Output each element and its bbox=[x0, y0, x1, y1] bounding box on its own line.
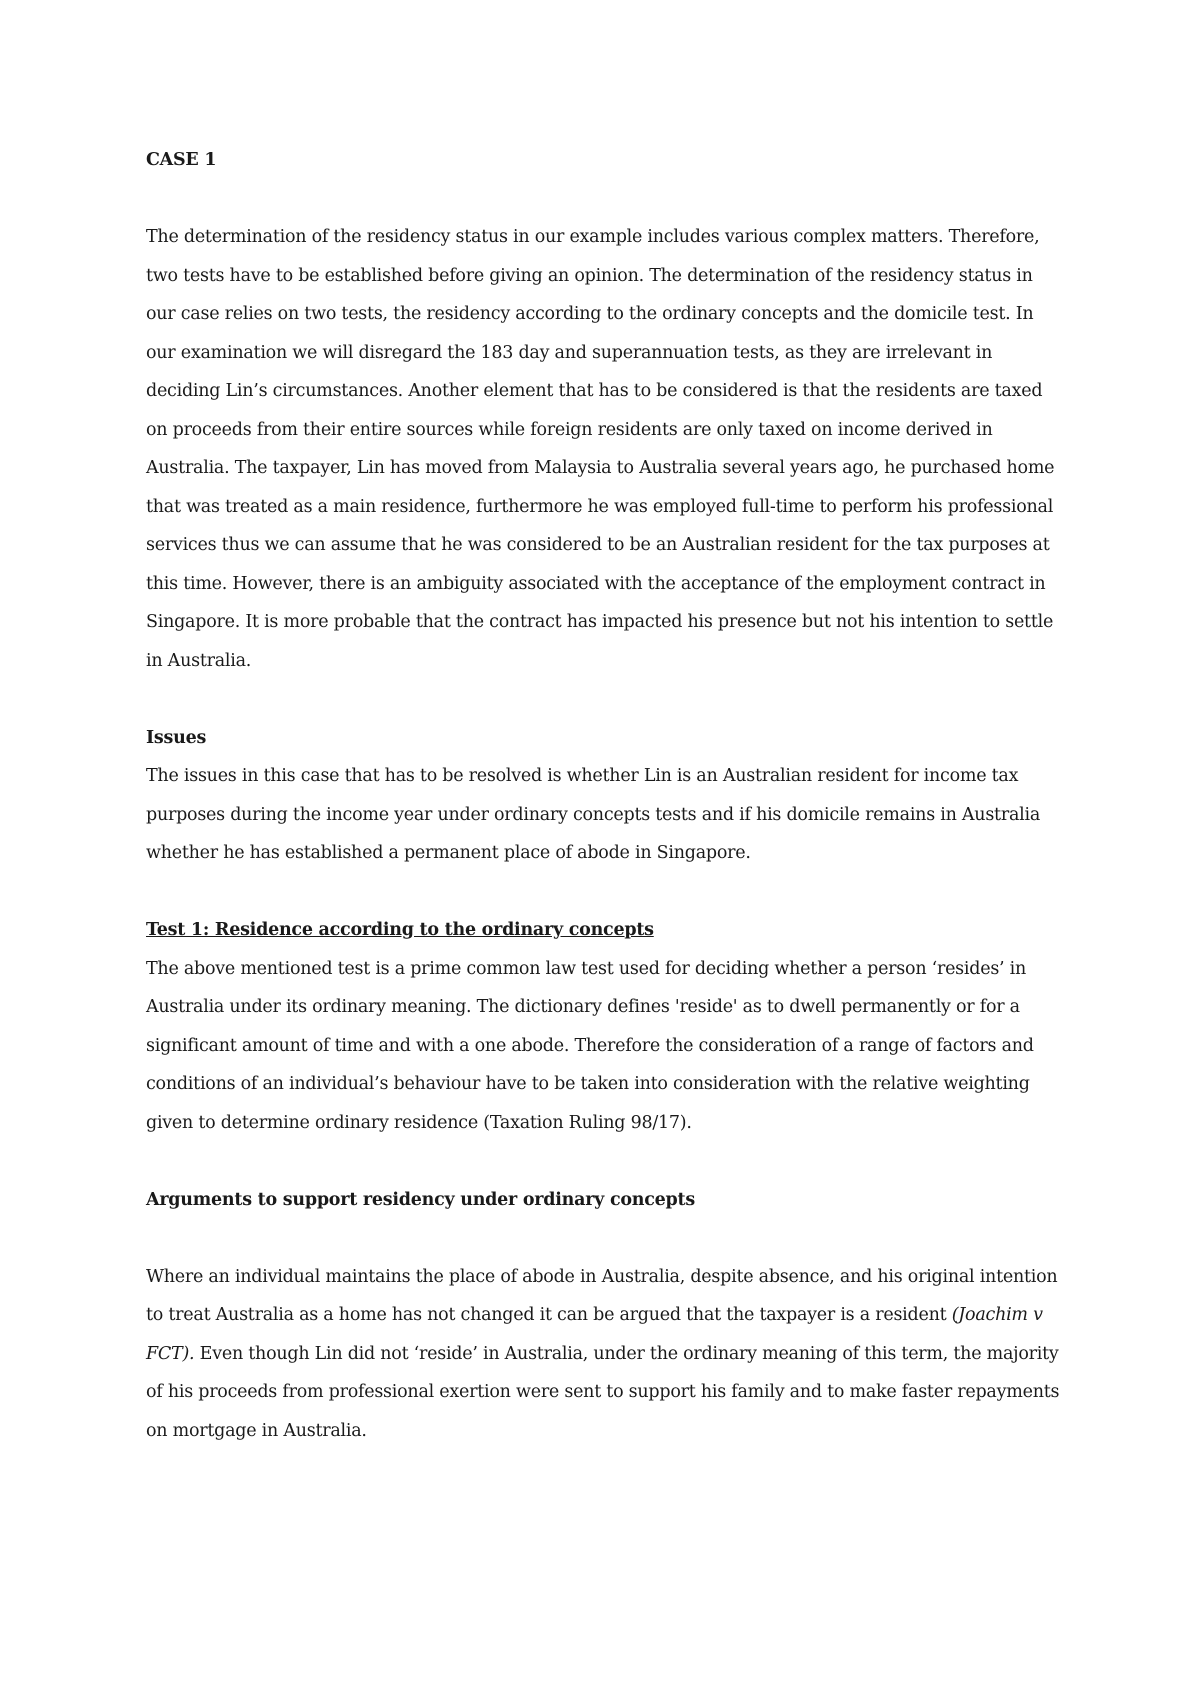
test1-heading: Test 1: Residence according to the ordinary concepts bbox=[146, 920, 654, 940]
issues-heading: Issues bbox=[146, 727, 207, 748]
arguments-heading: Arguments to support residency under ordinary concepts bbox=[146, 1189, 695, 1210]
arguments-text-after: Even though Lin did not ‘reside’ in Australia, under the ordinary meaning of this term, the majority of his proceeds from professional exertion were sent to support his family and to make faster repayments on mortgage in Australia. bbox=[146, 1343, 1060, 1441]
issues-paragraph: The issues in this case that has to be resolved is whether Lin is an Australian resident for income tax purposes during the income year under ordinary concepts tests and if his domicile remains in Australia whether he has established a permanent place of abode in Singapore. bbox=[146, 766, 1041, 863]
intro-paragraph: The determination of the residency status in our example includes various complex matters. Therefore, two tests have to be established before giving an opinion. The determination of the residency status in our case relies on two tests, the residency according to the ordinary concepts and the domicile test. In our examination we will disregard the 183 day and superannuation tests, as they are irrelevant in deciding Lin’s circumstances. Another element that has to be considered is that the residents are taxed on proceeds from their entire sources while foreign residents are only taxed on income derived in Australia. The taxpayer, Lin has moved from Malaysia to Australia several years ago, he purchased home that was treated as a main residence, furthermore he was employed full-time to perform his professional services thus we can assume that he was considered to be an Australian resident for the tax purposes at this time. However, there is an ambiguity associated with the acceptance of the employment contract in Singapore. It is more probable that the contract has impacted his presence but not his intention to settle in Australia. bbox=[146, 227, 1055, 671]
arguments-paragraph bbox=[146, 1258, 1066, 1451]
spacer bbox=[146, 680, 1066, 719]
spacer bbox=[146, 1219, 1066, 1258]
spacer bbox=[146, 1142, 1066, 1181]
case-citation: (Joachim v FCT). bbox=[146, 1305, 1043, 1364]
spacer bbox=[146, 873, 1066, 912]
spacer bbox=[146, 180, 1066, 219]
arguments-text-before: Where an individual maintains the place of abode in Australia, despite absence, and his original intention to treat Australia as a home has not changed it can be argued that the taxpayer is a resident bbox=[146, 1266, 1058, 1325]
document-body bbox=[146, 141, 1066, 1450]
test1-paragraph: The above mentioned test is a prime common law test used for deciding whether a person ‘resides’ in Australia under its ordinary meaning. The dictionary defines 'reside' as to dwell permanently or for a significant amount of time and with a one abode. Therefore the consideration of a range of factors and conditions of an individual’s behaviour have to be taken into consideration with the relative weighting given to determine ordinary residence (Taxation Ruling 98/17). bbox=[146, 958, 1034, 1133]
case-title: CASE 1 bbox=[146, 150, 217, 170]
